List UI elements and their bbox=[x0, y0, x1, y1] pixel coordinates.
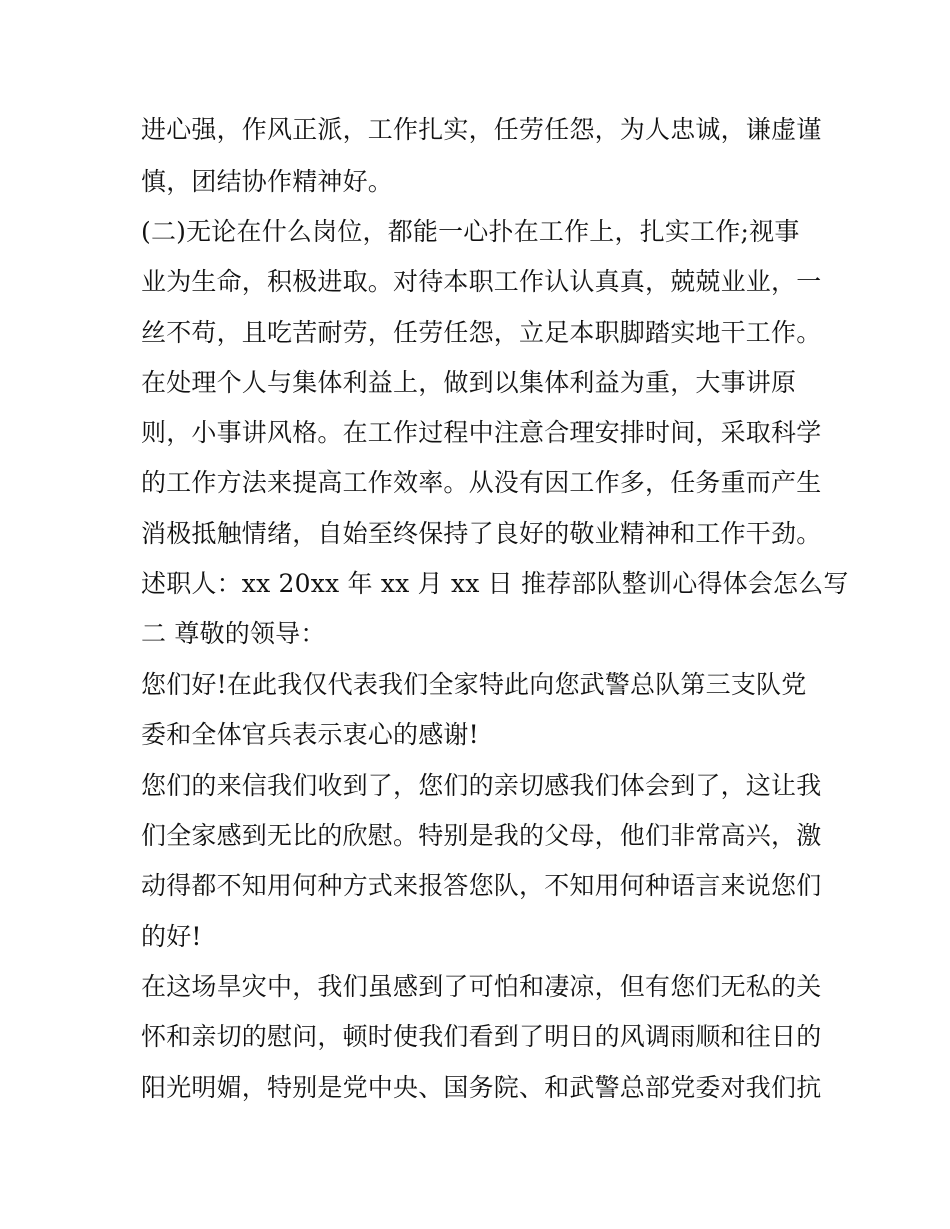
text-line: 二 尊敬的领导： bbox=[141, 619, 326, 648]
text-line: 丝不苟，且吃苦耐劳，任劳任怨，立足本职脚踏实地干工作。 bbox=[141, 318, 822, 347]
text-line: 您们的来信我们收到了，您们的亲切感我们体会到了，这让我 bbox=[141, 771, 822, 800]
text-line: 业为生命，积极进取。对待本职工作认认真真，兢兢业业，一 bbox=[141, 267, 822, 296]
text-line: 的工作方法来提高工作效率。从没有因工作多，任务重而产生 bbox=[141, 468, 822, 497]
text-line: 慎，团结协作精神好。 bbox=[141, 167, 394, 196]
text-line: 在处理个人与集体利益上，做到以集体利益为重，大事讲原 bbox=[141, 368, 797, 397]
text-line: 们全家感到无比的欣慰。特别是我的父母，他们非常高兴，激 bbox=[141, 821, 822, 850]
text-line: 怀和亲切的慰问，顿时使我们看到了明日的风调雨顺和往日的 bbox=[141, 1022, 822, 1051]
text-line: 进心强，作风正派，工作扎实，任劳任怨，为人忠诚，谦虚谨 bbox=[141, 115, 822, 144]
text-line: 述职人：xx 20xx 年 xx 月 xx 日 推荐部队整训心得体会怎么写 bbox=[141, 569, 849, 598]
text-line: 委和全体官兵表示衷心的感谢! bbox=[141, 720, 479, 749]
text-line: 阳光明媚，特别是党中央、国务院、和武警总部党委对我们抗 bbox=[141, 1073, 822, 1102]
text-line: (二)无论在什么岗位，都能一心扑在工作上，扎实工作;视事 bbox=[141, 217, 800, 246]
text-line: 消极抵触情绪，自始至终保持了良好的敬业精神和工作干劲。 bbox=[141, 519, 822, 548]
text-line: 在这场旱灾中，我们虽感到了可怕和凄凉，但有您们无私的关 bbox=[141, 972, 822, 1001]
text-line: 您们好!在此我仅代表我们全家特此向您武警总队第三支队党 bbox=[141, 670, 807, 699]
text-line: 动得都不知用何种方式来报答您队，不知用何种语言来说您们 bbox=[141, 871, 822, 900]
text-line: 则，小事讲风格。在工作过程中注意合理安排时间，采取科学 bbox=[141, 418, 822, 447]
text-line: 的好! bbox=[141, 922, 202, 951]
